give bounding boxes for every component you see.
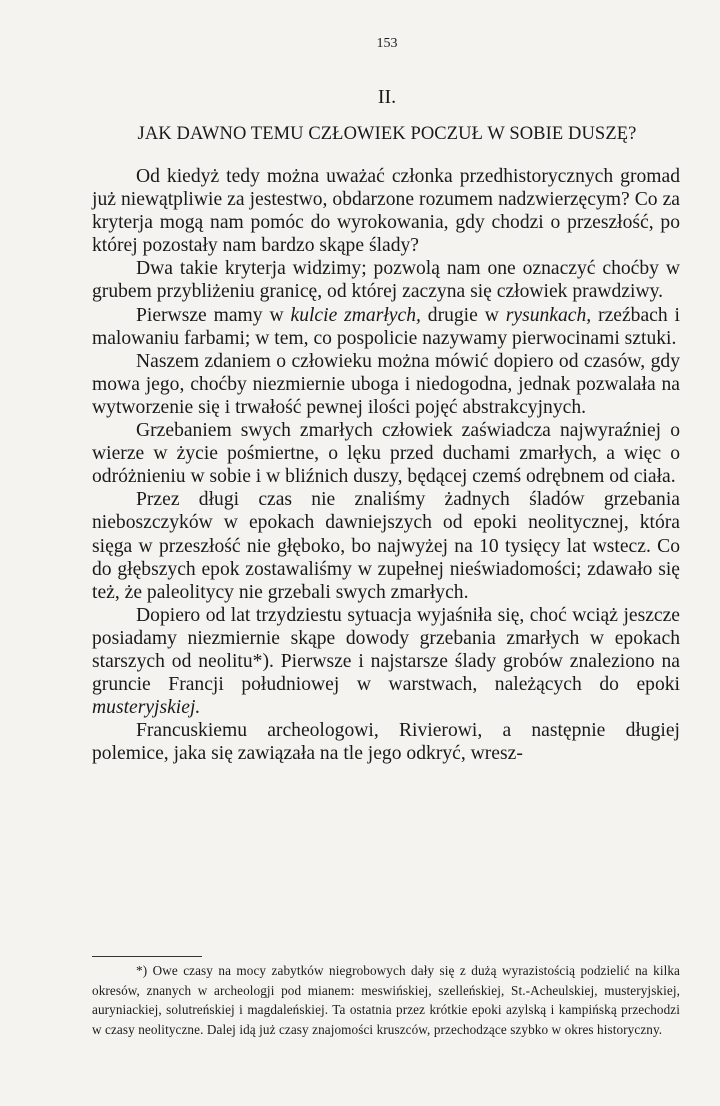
paragraph-2: Dwa takie kryterja widzimy; pozwolą nam one oznaczyć choćby w grubem przybliżeniu granicę, od której zaczyna się człowiek prawdziwy. (92, 258, 680, 303)
body-text (92, 165, 680, 765)
chapter-title: JAK DAWNO TEMU CZŁOWIEK POCZUŁ W SOBIE DUSZĘ? (137, 124, 637, 144)
italic-term-kult-zmarlych: kulcie zmarłych, (290, 304, 421, 326)
footnote-text: *) Owe czasy na mocy zabytków niegrobowych dały się z dużą wyrazistością podzielić na kilka okresów, znanych w archeologji pod mianem: meswińskiej, szelleńskiej, St.-Acheulskiej, musteryjskiej, auryniackiej, solutreńskiej i magdaleńskiej. Ta ostatnia przez krótkie epoki azylską i kampińską przechodzi w czasy neolityczne. Dalej idą już czasy znajomości kruszców, przechodzące szybko w okres historyczny. (92, 963, 680, 1037)
italic-term-rysunki: rysunkach, (505, 304, 592, 326)
footnote-divider (92, 956, 202, 957)
paragraph-7-text-a: Dopiero od lat trzydziestu sytuacja wyjaśniła się, choć wciąż jeszcze posiadamy niezmiernie skąpe dowody grzebania zmarłych w epokach starszych od neolitu*). Pierwsze i najstarsze ślady grobów znaleziono na gruncie Francji południowej w warstwach, należących do epoki (92, 604, 680, 696)
paragraph-3-text-c: drugie w (420, 304, 506, 326)
italic-term-musteryjska: musteryjskiej. (92, 697, 201, 719)
page-number: 153 (376, 36, 398, 51)
paragraph-6: Przez długi czas nie znaliśmy żadnych śladów grzebania nieboszczyków w epokach dawniejszych od epoki neolitycznej, która sięga w przeszłość nie głęboko, bo najwyżej na 10 tysięcy lat wstecz. Co do głębszych epok zostawaliśmy w zupełnej nieświadomości; zdawało się też, że paleolitycy nie grzebali swych zmarłych. (92, 489, 680, 603)
paragraph-8: Francuskiemu archeologowi, Rivierowi, a następnie długiej polemice, jaka się zawiązała na tle jego odkryć, wresz- (92, 720, 680, 765)
paragraph-7 (92, 604, 680, 719)
paragraph-3-text-e: rzeźbach i malowaniu farbami; w tem, co pospolicie nazywamy pierwocinami sztuki. (92, 304, 680, 349)
footnote (92, 961, 680, 1039)
paragraph-5: Grzebaniem swych zmarłych człowiek zaświadcza najwyraźniej o wierze w życie pośmiertne, o lęku przed duchami zmarłych, a więc o odróżnieniu w sobie i w bliźnich duszy, będącej czemś odrębnem od ciała. (92, 420, 680, 488)
paragraph-3 (92, 304, 680, 350)
paragraph-4: Naszem zdaniem o człowieku można mówić dopiero od czasów, gdy mowa jego, choćby niezmiernie uboga i niedogodna, jednak pozwalała na wytworzenie się i trwałość pewnej ilości pojęć abstrakcyjnych. (92, 350, 680, 418)
paragraph-1: Od kiedyż tedy można uważać członka przedhistorycznych gromad już niewątpliwie za jestestwo, obdarzone rozumem nadzwierzęcym? Co za kryterja mogą nam pomóc do wyrokowania, gdy chodzi o przeszłość, po której pozostały nam bardzo skąpe ślady? (92, 166, 680, 257)
paragraph-3-text-a: Pierwsze mamy w (136, 304, 291, 326)
chapter-number: II. (377, 86, 397, 108)
